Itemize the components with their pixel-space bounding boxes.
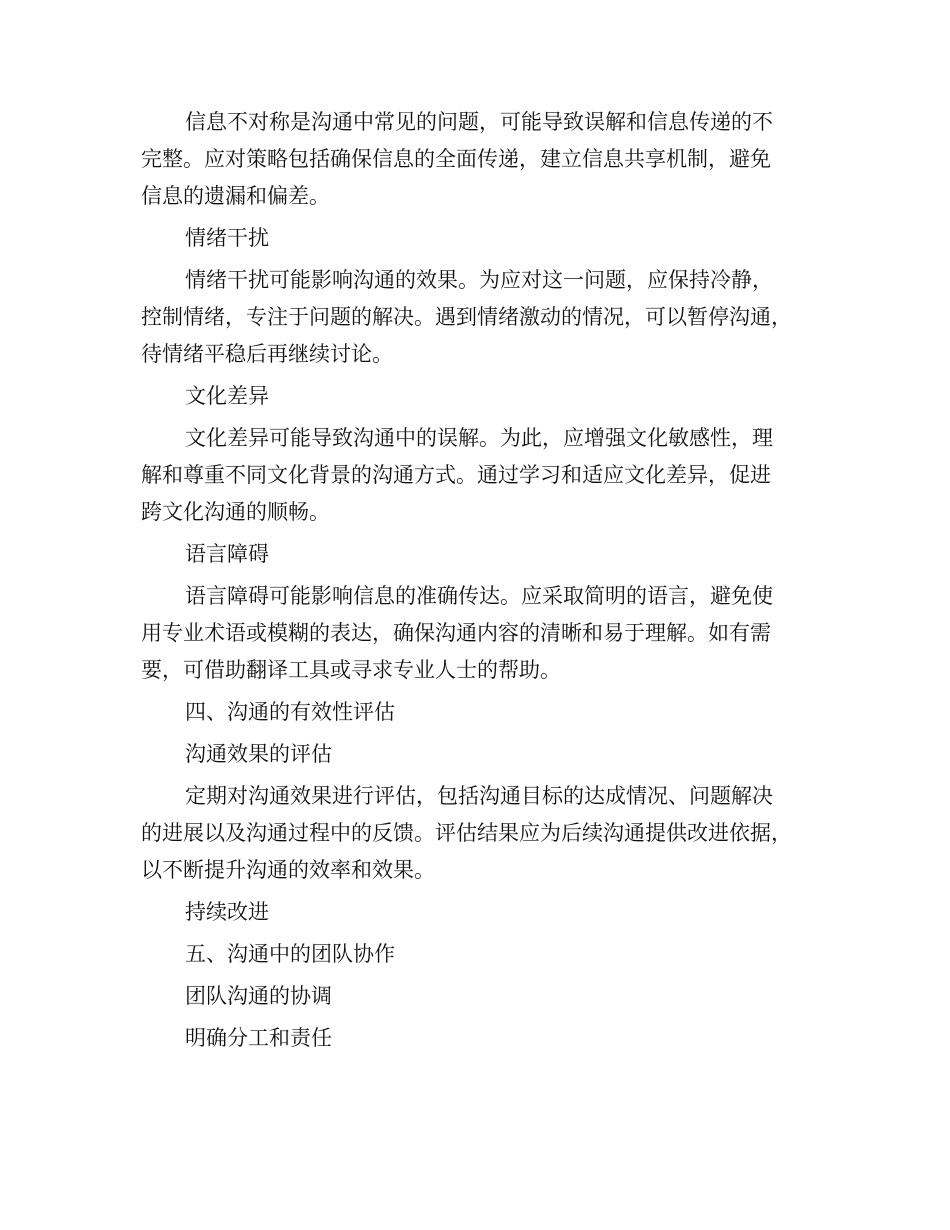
paragraph-language-barriers: 语言障碍可能影响信息的准确传达。应采取简明的语言，避免使 用专业术语或模糊的表达，确保沟通内容的清晰和易于理解。如有需 要，可借助翻译工具或寻求专业人士的帮助。	[141, 584, 773, 682]
paragraph-cultural-differences: 文化差异可能导致沟通中的误解。为此，应增强文化敏感性，理 解和尊重不同文化背景的沟通方式。通过学习和适应文化差异，促进 跨文化沟通的顺畅。	[141, 426, 773, 524]
heading-emotional-interference: 情绪干扰	[185, 226, 269, 250]
paragraph-emotional-interference: 情绪干扰可能影响沟通的效果。为应对这一问题，应保持冷静， 控制情绪，专注于问题的解决。遇到情绪激动的情况，可以暂停沟通， 待情绪平稳后再继续讨论。	[141, 268, 792, 366]
document-body	[141, 104, 831, 1057]
heading-team-coordination: 团队沟通的协调	[185, 984, 332, 1008]
heading-language-barriers: 语言障碍	[185, 542, 269, 566]
heading-continuous-improvement: 持续改进	[185, 900, 269, 924]
heading-section-four: 四、沟通的有效性评估	[185, 700, 395, 724]
paragraph-information-asymmetry: 信息不对称是沟通中常见的问题，可能导致误解和信息传递的不 完整。应对策略包括确保信息的全面传递，建立信息共享机制，避免 信息的遗漏和偏差。	[141, 110, 773, 208]
heading-clear-responsibility: 明确分工和责任	[185, 1026, 332, 1050]
heading-effect-evaluation: 沟通效果的评估	[185, 742, 332, 766]
heading-section-five: 五、沟通中的团队协作	[185, 942, 395, 966]
heading-cultural-differences: 文化差异	[185, 384, 269, 408]
paragraph-effect-evaluation: 定期对沟通效果进行评估，包括沟通目标的达成情况、问题解决 的进展以及沟通过程中的反馈。评估结果应为后续沟通提供改进依据， 以不断提升沟通的效率和效果。	[141, 784, 792, 882]
